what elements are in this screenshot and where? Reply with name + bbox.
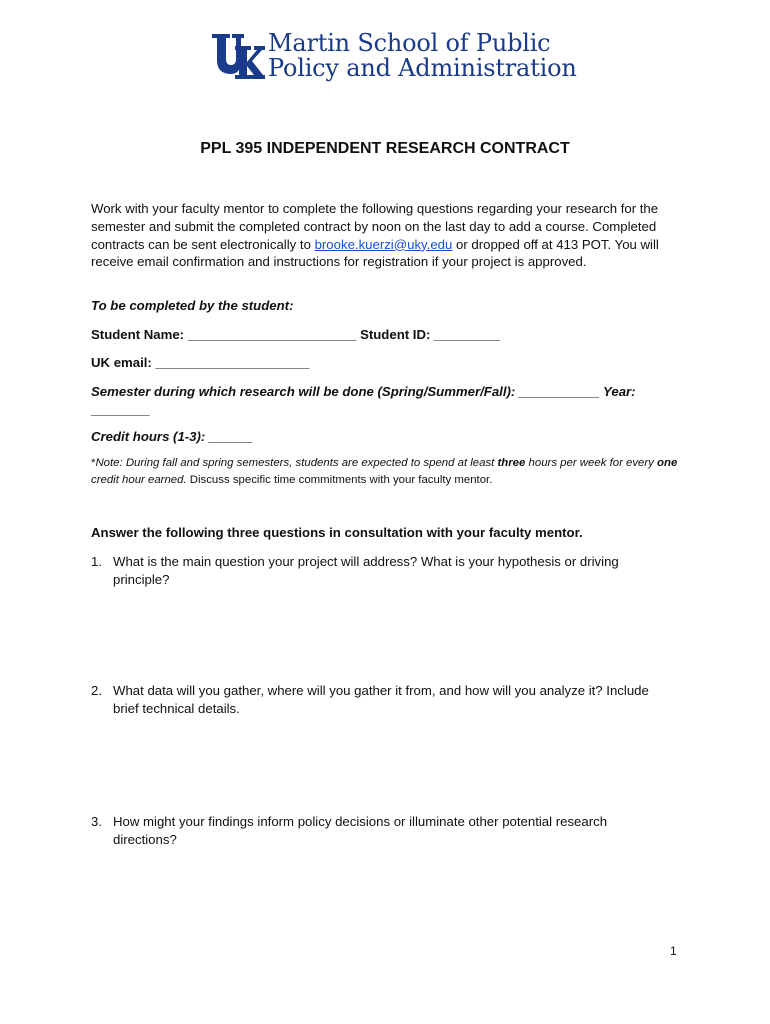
note-text-3: credit hour earned. bbox=[91, 473, 187, 486]
note-asterisk: * bbox=[91, 457, 96, 469]
question-2 bbox=[91, 682, 661, 718]
question-number: 3. bbox=[91, 814, 102, 829]
logo-line-2: Policy and Administration bbox=[268, 54, 577, 82]
note-text-1: Note: During fall and spring semesters, students are expected to spend at least bbox=[95, 457, 498, 469]
note-text-4: Discuss specific time commitments with your faculty mentor. bbox=[186, 473, 493, 486]
note-emphasis-one: one bbox=[657, 457, 678, 469]
answer-heading: Answer the following three questions in consultation with your faculty mentor. bbox=[91, 525, 583, 540]
page-number: 1 bbox=[670, 944, 677, 958]
question-text: How might your findings inform policy decisions or illuminate other potential research directions? bbox=[113, 814, 608, 847]
question-1 bbox=[91, 553, 661, 589]
question-3 bbox=[91, 813, 661, 849]
uk-logo-icon bbox=[211, 32, 265, 80]
question-number: 1. bbox=[91, 554, 102, 569]
question-number: 2. bbox=[91, 683, 102, 698]
student-name-line: Student Name: _______________________ Student ID: _________ bbox=[91, 327, 501, 342]
credit-hours-line: Credit hours (1-3): ______ bbox=[91, 429, 253, 444]
note-emphasis-three: three bbox=[497, 457, 526, 469]
question-text: What data will you gather, where will you gather it from, and how will you analyze it? Include brief technical details. bbox=[113, 683, 649, 716]
uk-email-line: UK email: _____________________ bbox=[91, 355, 310, 370]
page-title: PPL 395 INDEPENDENT RESEARCH CONTRACT bbox=[200, 140, 570, 157]
logo-text bbox=[268, 31, 577, 81]
logo-line-1: Martin School of Public bbox=[268, 29, 551, 57]
martin-school-logo bbox=[211, 30, 577, 82]
intro-text-before: Work with your faculty mentor to complete the following questions regarding your research for the semester and submit the completed contract by noon on the last day to add a course. Completed contracts can be sent electronically to bbox=[91, 201, 659, 252]
intro-paragraph bbox=[91, 200, 681, 271]
student-section-heading: To be completed by the student: bbox=[91, 298, 294, 313]
intro-text-after: or dropped off at 413 POT. You will receive email confirmation and instructions for registration if your project is approved. bbox=[91, 236, 659, 270]
email-link[interactable]: brooke.kuerzi@uky.edu bbox=[314, 236, 453, 252]
note-text-2: hours per week for every bbox=[525, 457, 658, 469]
semester-line: Semester during which research will be done (Spring/Summer/Fall): ___________ Year: bbox=[91, 384, 636, 399]
note-paragraph bbox=[91, 455, 691, 488]
question-text: What is the main question your project will address? What is your hypothesis or driving principle? bbox=[113, 554, 619, 587]
year-blank-line: ________ bbox=[91, 402, 150, 417]
